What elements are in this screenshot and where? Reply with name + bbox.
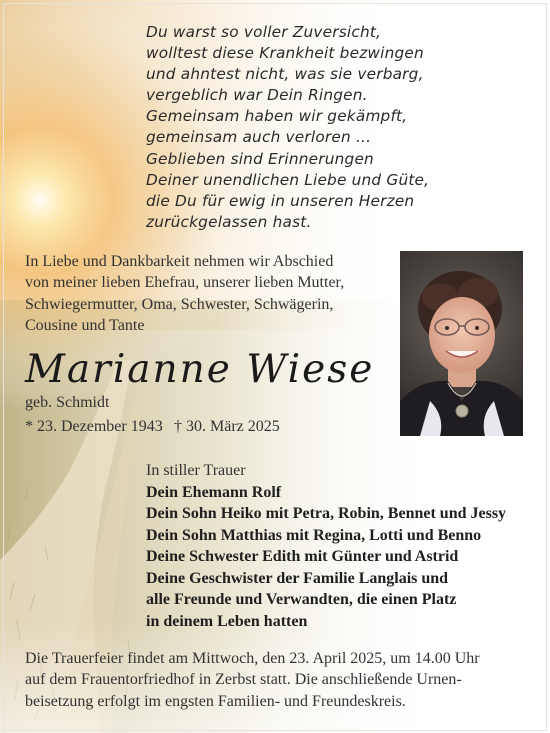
intro-line: Cousine und Tante [25,316,145,334]
mourner-line: Dein Sohn Matthias mit Regina, Lotti und Benno [146,526,482,544]
poem-line: gemeinsam auch verloren ... [146,128,372,147]
poem-line: Du warst so voller Zuversicht, [146,23,382,41]
mourner-line: Deine Geschwister der Familie Langlais und [146,569,449,587]
poem-line: vergeblich war Dein Ringen. [146,86,368,105]
portrait-photo [400,251,523,436]
poem-line: zurückgelassen hast. [146,212,312,231]
poem-line: Deiner unendlichen Liebe und Güte, [146,170,430,189]
poem-line: und ahntest nicht, was sie verbarg, [146,65,424,84]
life-dates [25,417,280,437]
death-date: † 30. März 2025 [174,418,280,435]
mourners-heading: In stiller Trauer [146,462,246,479]
portrait-image [400,251,523,436]
farewell-intro [25,251,395,336]
mourner-line: Dein Ehemann Rolf [146,483,282,501]
mourner-line: Dein Sohn Heiko mit Petra, Robin, Bennet und Jessy [146,505,507,522]
service-line: beisetzung erfolgt im engsten Familien- und Freundeskreis. [25,692,406,710]
mourner-line: alle Freunde und Verwandten, die einen Platz [146,591,457,608]
deceased-name: Marianne Wiese [25,347,375,392]
intro-line: In Liebe und Dankbarkeit nehmen wir Abschied [25,253,334,270]
poem-line: Geblieben sind Erinnerungen [146,149,374,168]
birth-name: geb. Schmidt [25,394,110,411]
service-line: Die Trauerfeier findet am Mittwoch, den 23. April 2025, um 14.00 Uhr [25,650,480,667]
intro-line: von meiner lieben Ehefrau, unserer lieben Mutter, [25,274,345,292]
mourner-line: in deinem Leben hatten [146,612,308,630]
funeral-service-info [25,648,530,712]
intro-line: Schwiegermutter, Oma, Schwester, Schwägerin, [25,295,334,313]
birth-date: * 23. Dezember 1943 [25,418,163,435]
service-line: auf dem Frauentorfriedhof in Zerbst statt. Die anschließende Urnen- [25,671,462,689]
poem-line: die Du für ewig in unseren Herzen [146,191,415,210]
poem-line: wolltest diese Krankheit bezwingen [146,44,424,63]
poem [146,22,446,233]
mourner-line: Deine Schwester Edith mit Günter und Astrid [146,548,459,565]
poem-line: Gemeinsam haben wir gekämpft, [146,107,408,126]
mourners [146,460,506,632]
